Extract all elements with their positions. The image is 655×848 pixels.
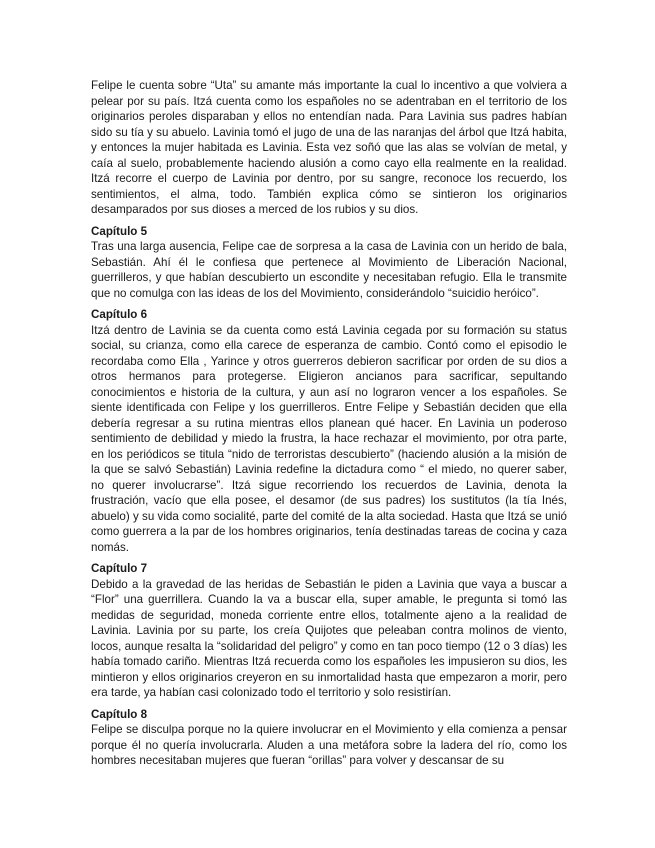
- chapter-5-heading: Capítulo 5: [91, 224, 148, 238]
- document-page: [91, 78, 567, 769]
- chapter-6-paragraph: Itzá dentro de Lavinia se da cuenta como está Lavinia cegada por su formación su status social, su crianza, como ella carece de esperanza de cambio. Contó como el episodio le recordaba como Ella , Yarince y otros guerreros debieron sacrificar por orden de su dios a otros hermanos para protegerse. Eligieron ancianos para sacrificar, sepultando conocimientos e historia de la cultura, y aun así no lograron vencer a los españoles. Se siente identificada con Felipe y los guerrilleros. Entre Felipe y Sebastián deciden que ella debería regresar a su rutina mientras ellos planean qué hacer. En Lavinia un poderoso sentimiento de debilidad y miedo la frustra, la hace rechazar el movimiento, por otra parte, en los periódicos se titula “nido de terroristas descubierto” (haciendo alusión a la misión de la que se salvó Sebastián) Lavinia redefine la dictadura como “ el miedo, no querer saber, no querer involucrarse”. Itzá sigue recorriendo los recuerdos de Lavinia, denota la frustración, vacío que ella posee, el desamor (de sus padres) los sustitutos (la tía Inés, abuelo) y su vida como socialité, parte del comité de la alta sociedad. Hasta que Itzá se unió como guerrera a la par de los hombres originarios, tenía destinadas tareas de cocina y caza nomás.: [91, 323, 567, 554]
- chapter-8-heading: Capítulo 8: [91, 707, 148, 721]
- chapter-6-heading: Capítulo 6: [91, 308, 148, 321]
- paragraph-intro: Felipe le cuenta sobre “Uta” su amante más importante la cual lo incentivo a que volviera a pelear por su país. Itzá cuenta como los españoles no se adentraban en el territorio de los originarios peroles disparaban y ellos no entendían nada. Para Lavinia sus padres habían sido su tía y su abuelo. Lavinia tomó el jugo de una de las naranjas del árbol que Itzá habita, y entonces la mujer habitada es Lavinia. Esta vez soñó que las alas se volvían de metal, y caía al suelo, probablemente haciendo alusión a como cayo ella realmente en la realidad. Itzá recorre el cuerpo de Lavinia por dentro, por su sangre, reconoce los recuerdo, los sentimientos, el alma, todo. También explica cómo se sintieron los originarios desamparados por sus dioses a merced de los rubios y su dios.: [91, 79, 567, 216]
- chapter-8-paragraph: Felipe se disculpa porque no la quiere involucrar en el Movimiento y ella comienza a pensar porque él no quería involucrarla. Aluden a una metáfora sobre la ladera del río, como los hombres necesitaban mujeres que fueran “orillas” para volver y descansar de su: [91, 723, 567, 767]
- chapter-7-heading: Capítulo 7: [91, 562, 148, 575]
- chapter-7-paragraph: Debido a la gravedad de las heridas de Sebastián le piden a Lavinia que vaya a buscar a “Flor” una guerrillera. Cuando la va a buscar ella, super amable, le pregunta si tomó las medidas de seguridad, moneda corriente entre ellos, totalmente ajeno a la realidad de Lavinia. Lavinia por su parte, los creía Quijotes que peleaban contra molinos de viento, locos, aunque resalta la “solidaridad del peligro” y como en tan poco tiempo (12 o 3 días) les había tomado cariño. Mientras Itzá recuerda como los españoles les impusieron su dios, les mintieron y ellos originarios creyeron en su inmortalidad hasta que empezaron a morir, pero era tarde, ya habían casi colonizado todo el territorio y solo resistirían.: [91, 577, 567, 699]
- chapter-5-paragraph: Tras una larga ausencia, Felipe cae de sorpresa a la casa de Lavinia con un herido de bala, Sebastián. Ahí él le confiesa que pertenece al Movimiento de Liberación Nacional, guerrilleros, y que habían descubierto un escondite y necesitaban refugio. Ella le transmite que no comulga con las ideas de los del Movimiento, considerándolo “suicidio heróico”.: [91, 240, 567, 300]
